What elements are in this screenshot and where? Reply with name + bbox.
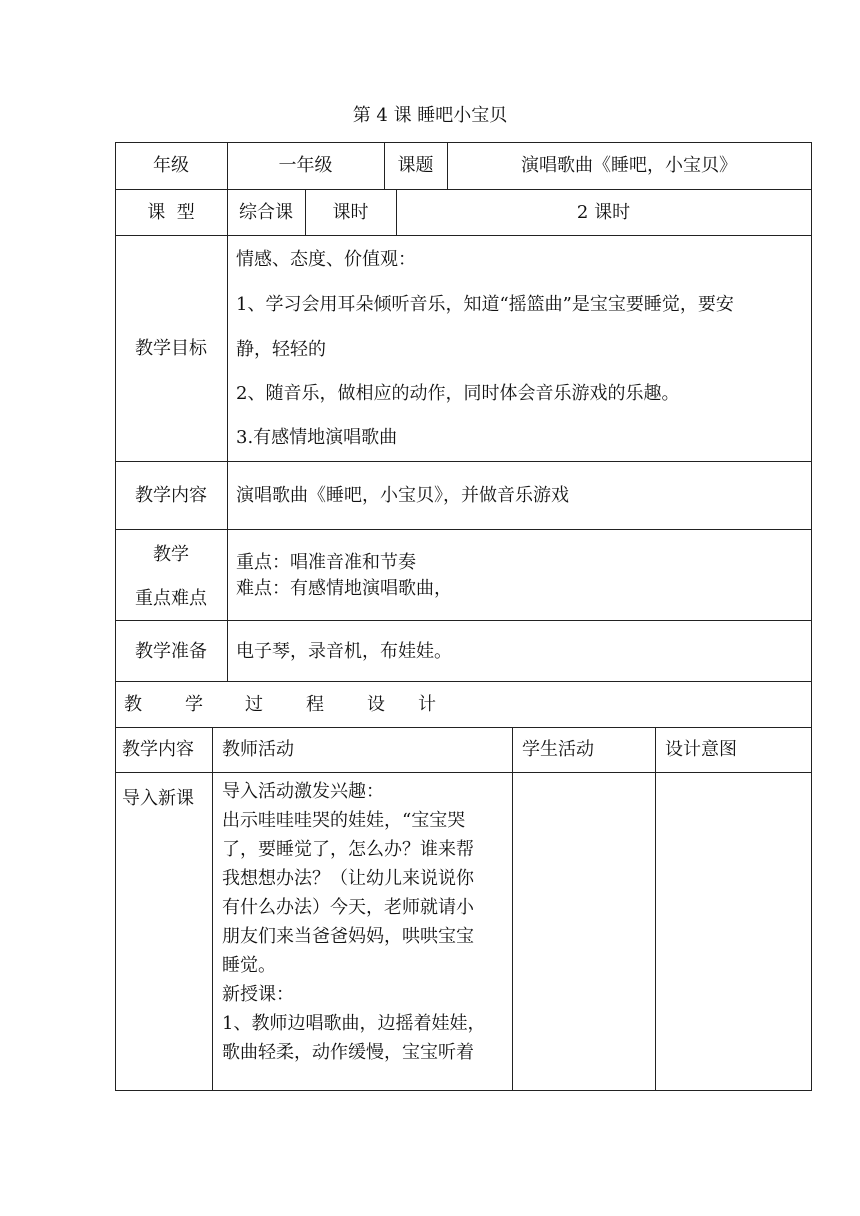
grid-line [115, 772, 812, 773]
grid-line [115, 681, 812, 682]
objective-item-1-line-2: 静，轻轻的 [236, 339, 326, 360]
topic-label: 课题 [397, 155, 434, 176]
objective-item-3: 3.有感情地演唱歌曲 [236, 427, 398, 448]
objective-item-1-line-1: 1、学习会用耳朵倾听音乐，知道“摇篮曲”是宝宝要睡觉，要安 [236, 294, 734, 315]
grid-line [512, 727, 513, 1091]
objectives-label: 教学目标 [135, 338, 207, 359]
type-value: 综合课 [239, 202, 293, 223]
prep-label: 教学准备 [135, 641, 207, 662]
row-content-cell: 导入新课 [122, 788, 194, 809]
teacher-activity-line: 了，要睡觉了，怎么办？谁来帮 [222, 839, 474, 860]
content-label: 教学内容 [135, 485, 207, 506]
grid-line [115, 142, 812, 143]
objectives-heading: 情感、态度、价值观： [236, 249, 416, 270]
teacher-activity-line: 新授课： [222, 984, 294, 1005]
grid-line [115, 142, 116, 1091]
page-title: 第 4 课 睡吧小宝贝 [352, 105, 508, 126]
objective-item-2: 2、随音乐，做相应的动作，同时体会音乐游戏的乐趣。 [236, 383, 680, 404]
column-header-content: 教学内容 [122, 739, 194, 760]
process-heading-char: 过 [245, 694, 263, 715]
difficulty-text: 难点：有感情地演唱歌曲， [236, 578, 452, 599]
column-header-teacher: 教师活动 [222, 739, 294, 760]
teacher-activity-line: 导入活动激发兴趣： [222, 781, 384, 802]
grid-line [115, 235, 812, 236]
grid-line [811, 142, 812, 1091]
teacher-activity-line: 歌曲轻柔，动作缓慢，宝宝听着 [222, 1042, 474, 1063]
teacher-activity-line: 1、教师边唱歌曲，边摇着娃娃， [222, 1013, 486, 1034]
teacher-activity-line: 朋友们来当爸爸妈妈，哄哄宝宝 [222, 926, 474, 947]
grid-line [115, 620, 812, 621]
hours-value: 2 课时 [576, 202, 631, 223]
process-heading-char: 计 [418, 694, 436, 715]
column-header-student: 学生活动 [522, 739, 594, 760]
topic-value: 演唱歌曲《睡吧，小宝贝》 [521, 155, 737, 176]
grid-line [115, 727, 812, 728]
grid-line [212, 727, 213, 1091]
column-header-intent: 设计意图 [665, 739, 737, 760]
grid-line [115, 529, 812, 530]
keypoint-text: 重点：唱准音准和节奏 [236, 552, 416, 573]
type-label: 课 型 [147, 202, 195, 223]
grade-value: 一年级 [278, 155, 333, 176]
teacher-activity-line: 有什么办法）今天，老师就请小 [222, 897, 474, 918]
grid-line [115, 461, 812, 462]
process-heading-char: 程 [306, 694, 324, 715]
teacher-activity-line: 我想想办法？（让幼儿来说说你 [222, 868, 474, 889]
process-heading-char: 设 [367, 694, 385, 715]
keypoints-label-line-2: 重点难点 [135, 588, 207, 609]
grid-line [115, 1090, 812, 1091]
grade-label: 年级 [153, 155, 189, 176]
teacher-activity-line: 出示哇哇哇哭的娃娃，“宝宝哭 [222, 810, 466, 831]
grid-line [115, 189, 812, 190]
process-heading-char: 学 [185, 694, 203, 715]
content-value: 演唱歌曲《睡吧，小宝贝》，并做音乐游戏 [236, 485, 569, 506]
hours-label: 课时 [332, 202, 369, 223]
process-heading-char: 教 [124, 694, 142, 715]
prep-value: 电子琴，录音机，布娃娃。 [236, 641, 452, 662]
grid-line [655, 727, 656, 1091]
teacher-activity-line: 睡觉。 [222, 955, 276, 976]
keypoints-label-line-1: 教学 [153, 544, 189, 565]
